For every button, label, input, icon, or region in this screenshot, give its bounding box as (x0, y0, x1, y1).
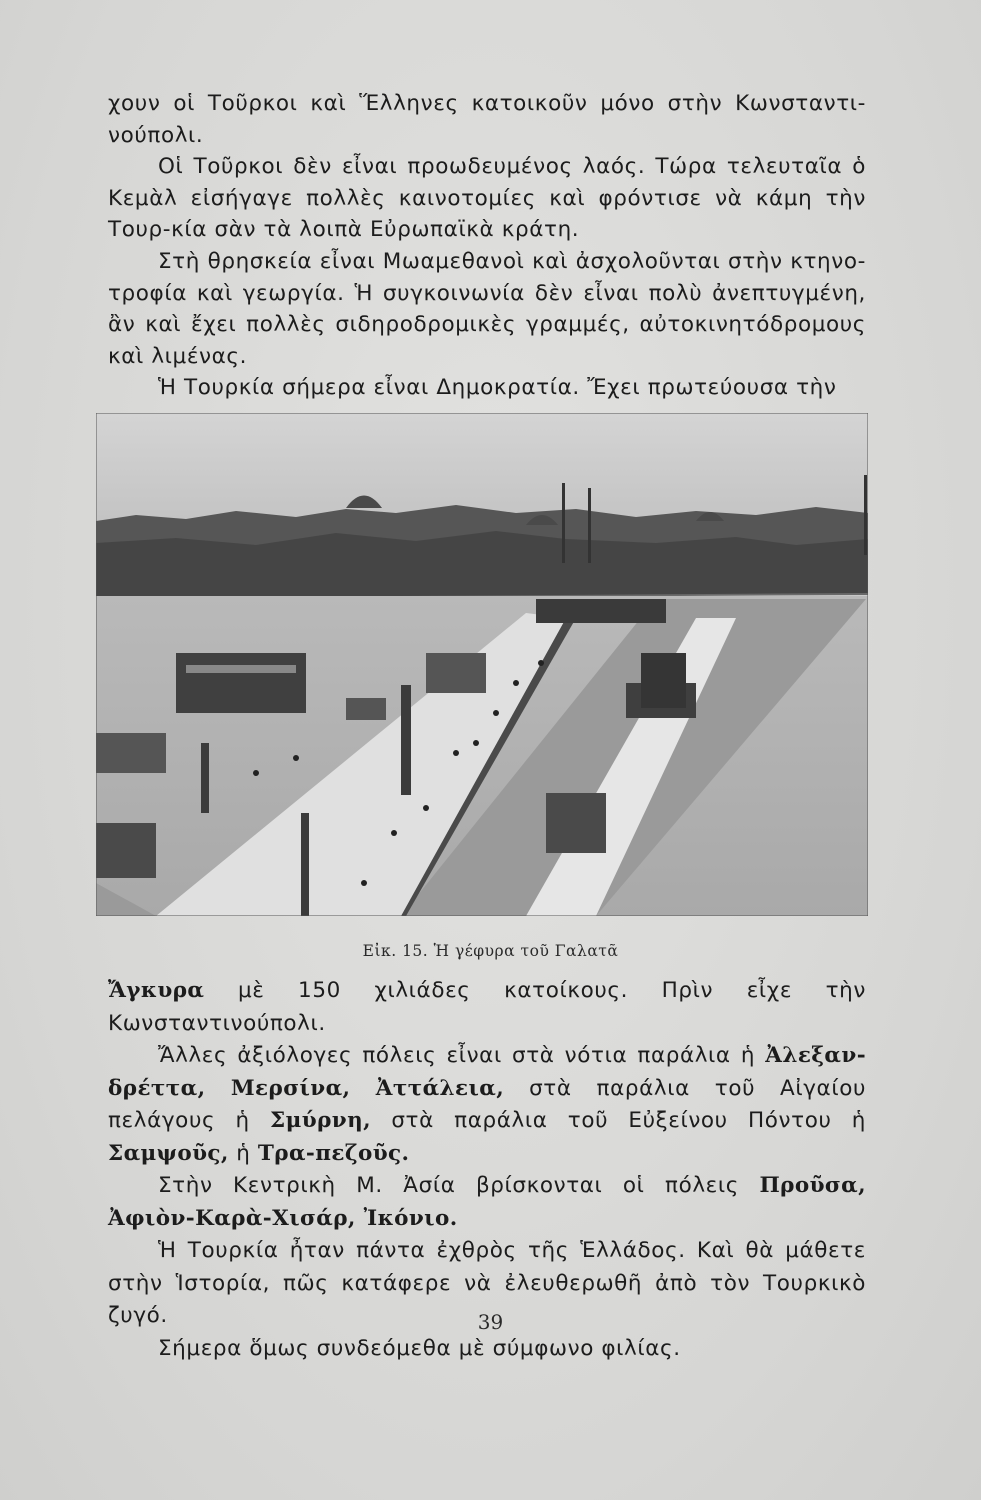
cities-text-2: στὰ παράλια τοῦ Αἰγαίου πελάγους ἡ (108, 1075, 866, 1133)
paragraph-ankara (108, 975, 866, 1040)
paragraph-coastal-cities (108, 1040, 866, 1170)
top-text (108, 88, 866, 404)
central-text: Στὴν Κεντρικὴ Μ. Ἀσία βρίσκονται οἱ πόλεις (158, 1173, 739, 1198)
paragraph-capital-intro: Ἡ Τουρκία σήμερα εἶναι Δημοκρατία. Ἔχει πρωτεύουσα τὴν (158, 375, 837, 401)
paragraph-central (108, 1170, 866, 1235)
paragraph-progress: Οἱ Τοῦρκοι δὲν εἶναι προωδευμένος λαός. Τώρα τελευταῖα ὁ Κεμὰλ εἰσήγαγε πολλὲς καινοτομίες καὶ φρόντισε νὰ κάμη τὴν Τουρ-κία σὰν τὰ λοιπὰ Εὐρωπαϊκὰ κράτη. (108, 154, 866, 243)
paragraph-enemy: Ἡ Τουρκία ἦταν πάντα ἐχθρὸς τῆς Ἑλλάδος. Καὶ θὰ μάθετε στὴν Ἱστορία, πῶς κατάφερε νὰ ἐλευθερωθῆ ἀπὸ τὸν Τουρκικὸ ζυγό. (108, 1238, 866, 1328)
galata-bridge-photo (96, 413, 868, 916)
ankara-text: μὲ 150 χιλιάδες κατοίκους. Πρὶν εἶχε τὴν Κωνσταντινούπολι. (108, 978, 867, 1036)
figure-caption: Εἰκ. 15. Ἡ γέφυρα τοῦ Γαλατᾶ (362, 942, 619, 960)
page-number: 39 (477, 1310, 504, 1334)
cities-south: Ἀλεξαν-δρέττα, Μερσίνα, Ἀττάλεια, (108, 1043, 867, 1101)
paragraph-religion: Στὴ θρησκεία εἶναι Μωαμεθανοὶ καὶ ἀσχολοῦνται στὴν κτηνο-τροφία καὶ γεωργία. Ἡ συγκοινωνία δὲν εἶναι πολὺ ἀνεπτυγμένη, ἂν καὶ ἔχει πολλὲς σιδηροδρομικὲς γραμμές, αὐτοκινητόδρομους καὶ λιμένας. (108, 248, 866, 369)
paragraph-continuation: χουν οἱ Τοῦρκοι καὶ Ἕλληνες κατοικοῦν μόνο στὴν Κωνσταντι-νούπολι. (108, 91, 866, 148)
city-ankara: Ἄγκυρα (108, 978, 205, 1003)
city-trabzon: Τρα-πεζοῦς. (257, 1140, 410, 1166)
cities-text-3: στὰ παράλια τοῦ Εὐξείνου Πόντου ἡ (391, 1108, 867, 1133)
cities-text-1: Ἄλλες ἀξιόλογες πόλεις εἶναι στὰ νότια παράλια ἡ (158, 1043, 756, 1068)
paragraph-today: Σήμερα ὅμως συνδεόμεθα μὲ σύμφωνο φιλίας. (158, 1335, 681, 1361)
cities-text-4: ἡ (236, 1140, 251, 1166)
city-samsun: Σαμψοῦς, (108, 1140, 229, 1166)
central-cities: Προῦσα, Ἀφιὸν-Καρὰ-Χισάρ, Ἰκόνιο. (108, 1173, 866, 1231)
bottom-text (108, 975, 866, 1365)
city-smyrna: Σμύρνη, (270, 1108, 372, 1133)
